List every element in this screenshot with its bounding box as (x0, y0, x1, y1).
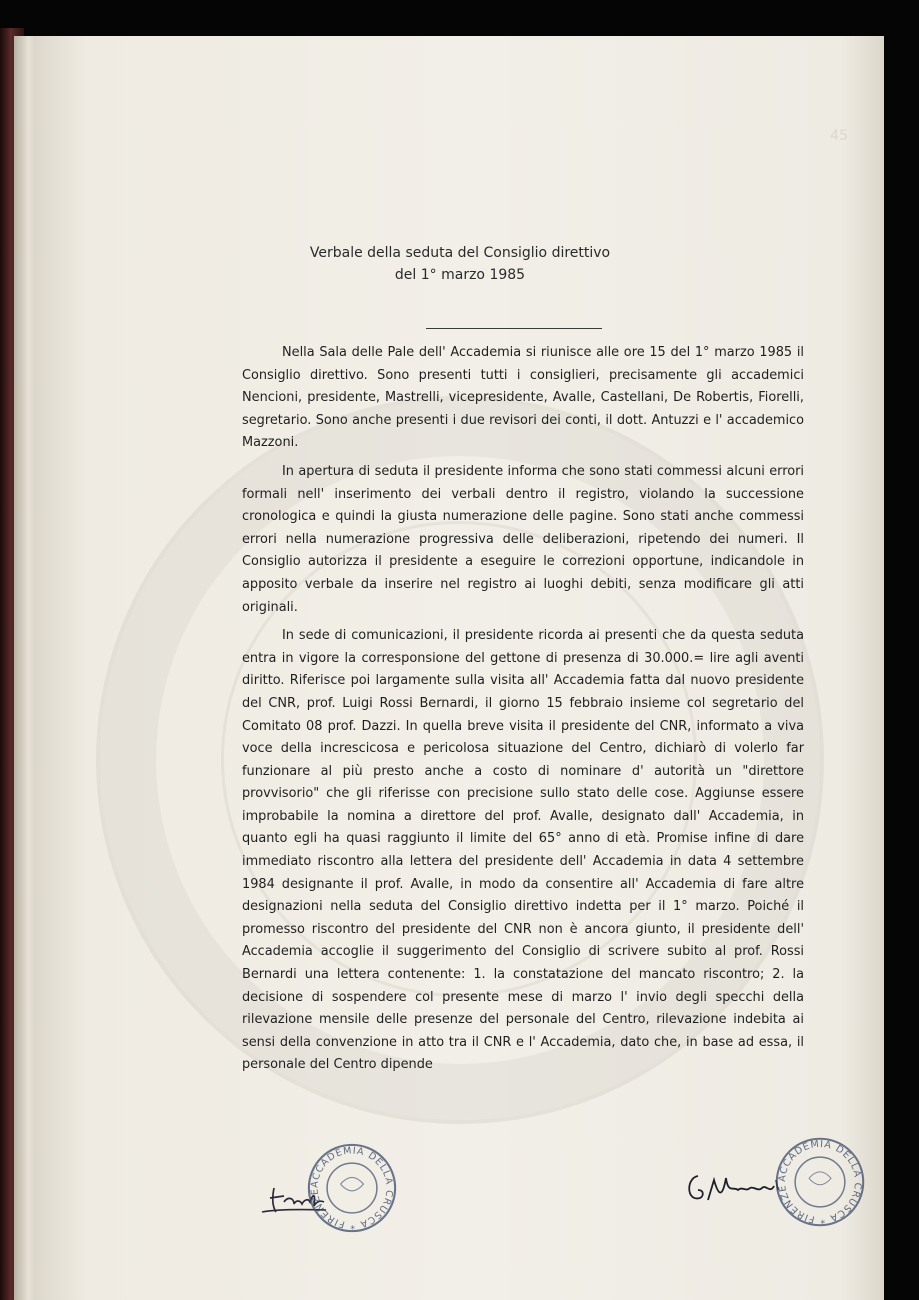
title-line-2: del 1° marzo 1985 (394, 267, 526, 283)
title-divider (426, 328, 602, 329)
page-number: 45 (830, 128, 848, 144)
stamp-left-text: ACCADEMIA DELLA CRUSCA * FIRENZE (309, 1145, 395, 1231)
paragraph-1: Nella Sala delle Pale dell' Accademia si riunisce alle ore 15 del 1° marzo 1985 il Consiglio direttivo. Sono presenti tutti i consiglieri, precisamente gli accademici Nencioni, presidente, Mastrelli, vicepresidente, Avalle, Castellani, De Robertis, Fiorelli, segretario. Sono anche presenti i due revisori dei conti, il dott. Antuzzi e l' accademico Mazzoni. (242, 345, 804, 451)
stamp-right (774, 1136, 866, 1228)
document-title (36, 242, 884, 286)
document-page (36, 36, 884, 1300)
stamp-right-text: ACCADEMIA DELLA CRUSCA * FIRENZE (776, 1138, 864, 1226)
title-line-1: Verbale della seduta del Consiglio direttivo (309, 245, 611, 261)
previous-page-edge (14, 36, 38, 1300)
signature-right (680, 1164, 790, 1214)
document-body (242, 342, 804, 1083)
paragraph-3: In sede di comunicazioni, il presidente ricorda ai presenti che da questa seduta entra in vigore la corresponsione del gettone di presenza di 30.000.= lire agli aventi diritto. Riferisce poi largamente sulla visita all' Accademia fatta dal nuovo presidente del CNR, prof. Luigi Rossi Bernardi, il giorno 15 febbraio insieme col segretario del Comitato 08 prof. Dazzi. In quella breve visita il presidente del CNR, informato a viva voce della increscicosa e pericolosa situazione del Centro, dichiarò di volerlo far funzionare al più presto anche a costo di nominare d' autorità un "direttore provvisorio" che gli riferisse con precisione sullo stato delle cose. Aggiunse essere improbabile la nomina a direttore del prof. Avalle, designato dall' Accademia, in quanto egli ha quasi raggiunto il limite del 65° anno di età. Promise infine di dare immediato riscontro alla lettera del presidente dell' Accademia in data 4 settembre 1984 designante il prof. Avalle, in modo da consentire all' Accademia di fare altre designazioni nella seduta del Consiglio direttivo indetta per il 1° marzo. Poiché il promesso riscontro del presidente del CNR non è ancora giunto, il presidente dell' Accademia accoglie il suggerimento del Consiglio di scrivere subito al prof. Rossi Bernardi una lettera contenente: 1. la constatazione del mancato riscontro; 2. la decisione di sospendere col presente mese di marzo l' invio degli specchi della rilevazione mensile delle presenze del personale del Centro, rilevazione indebita ai sensi della convenzione in atto tra il CNR e l' Accademia, dato che, in base ad essa, il personale del Centro dipende (242, 628, 804, 1073)
paragraph-2: In apertura di seduta il presidente informa che sono stati commessi alcuni errori formali nell' inserimento dei verbali dentro il registro, violando la successione cronologica e quindi la giusta numerazione delle pagine. Sono stati anche commessi errori nella numerazione progressiva delle deliberazioni, ripetendo dei numeri. Il Consiglio autorizza il presidente a eseguire le correzioni opportune, indicandole in apposito verbale da inserire nel registro ai luoghi debiti, senza modificare gli atti originali. (242, 463, 804, 615)
stamp-left (306, 1142, 398, 1234)
